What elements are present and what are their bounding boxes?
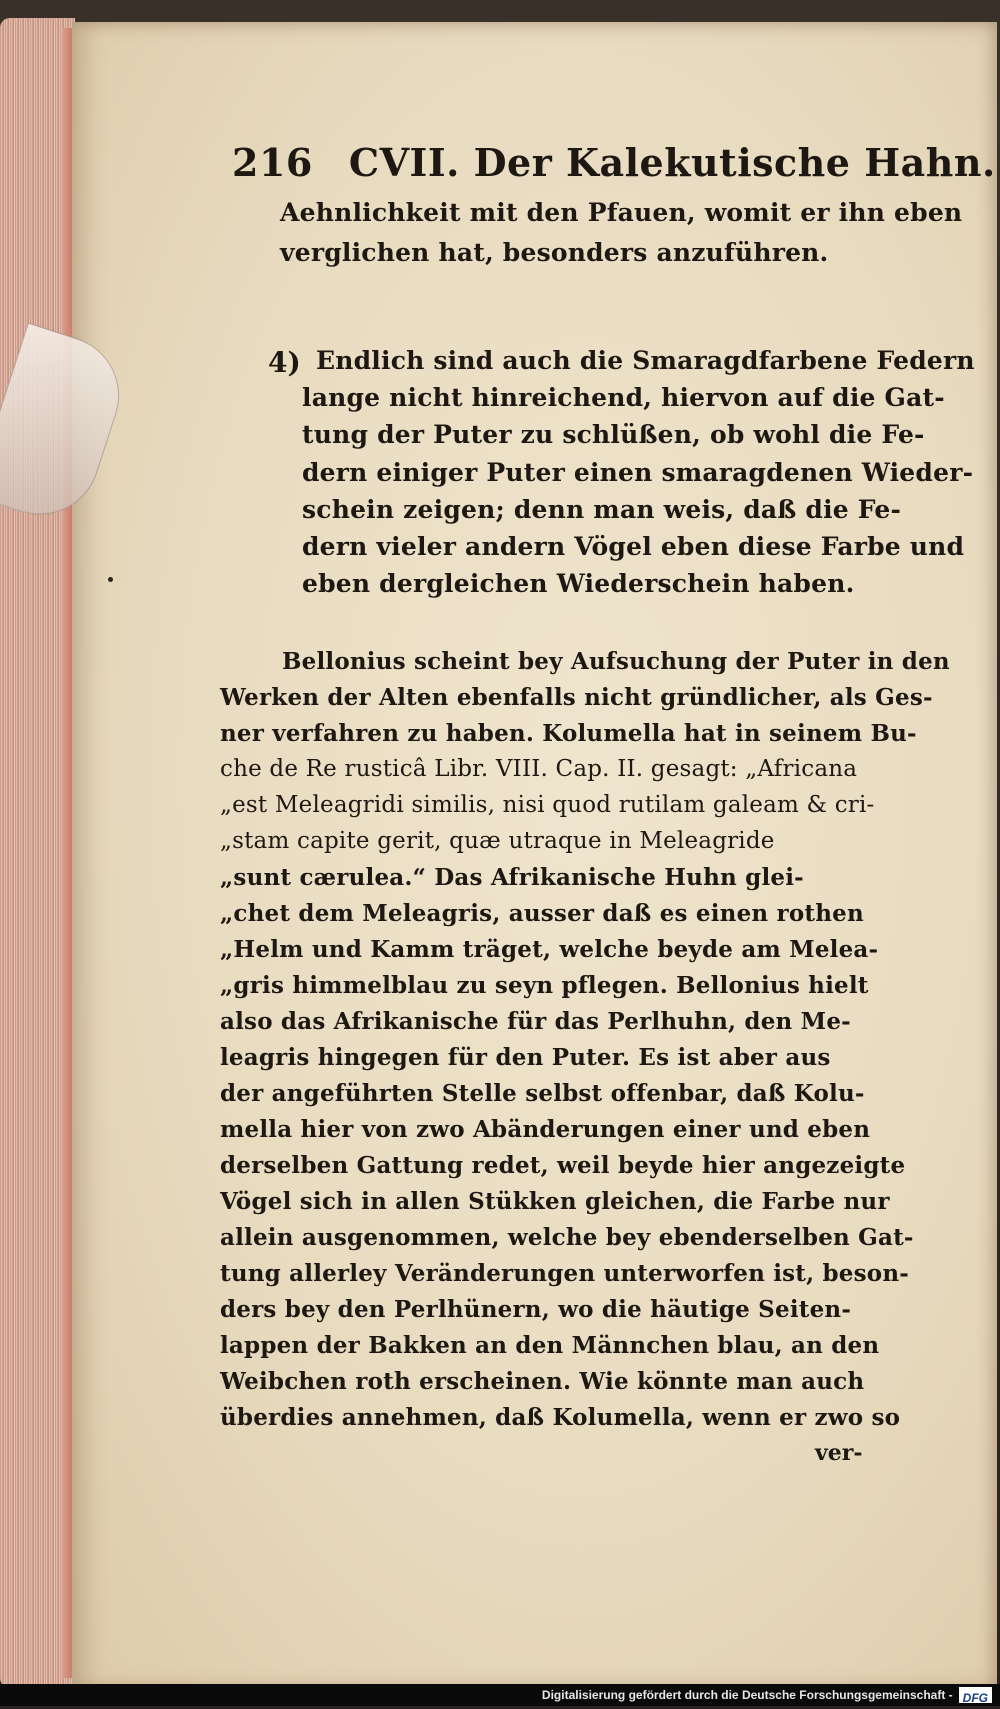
running-header: [232, 140, 996, 185]
catchword: ver-: [815, 1440, 863, 1466]
running-title: CVII. Der Kalekutische Hahn.: [348, 140, 996, 185]
text-line: lange nicht hinreichend, hiervon auf die Gat-: [302, 383, 945, 412]
text-line: leagris hingegen für den Puter. Es ist aber aus: [220, 1044, 831, 1071]
text-line: Bellonius scheint bey Aufsuchung der Puter in den: [282, 648, 950, 675]
text-line: mella hier von zwo Abänderungen einer und eben: [220, 1116, 871, 1143]
text-line: tung der Puter zu schlüßen, ob wohl die Fe-: [302, 420, 925, 449]
text-line: dern vieler andern Vögel eben diese Farbe und: [302, 532, 965, 561]
text-line: dern einiger Puter einen smaragdenen Wieder-: [302, 458, 974, 487]
text-line: Aehnlichkeit mit den Pfauen, womit er ihn eben: [280, 198, 963, 227]
text-line: „Helm und Kamm träget, welche beyde am Melea-: [220, 936, 879, 963]
text-line: ders bey den Perlhünern, wo die häutige Seiten-: [220, 1296, 852, 1323]
text-line: der angeführten Stelle selbst offenbar, daß Kolu-: [220, 1080, 865, 1107]
text-line: also das Afrikanische für das Perlhuhn, den Me-: [220, 1008, 851, 1035]
text-line: Weibchen roth erscheinen. Wie könnte man auch: [220, 1368, 865, 1395]
text-line: eben dergleichen Wiederschein haben.: [302, 569, 855, 598]
text-line: „stam capite gerit, quæ utraque in Meleagride: [220, 828, 775, 854]
footer-bar: [0, 1684, 1000, 1706]
text-line: tung allerley Veränderungen unterworfen ist, beson-: [220, 1260, 909, 1287]
text-line: Vögel sich in allen Stükken gleichen, die Farbe nur: [220, 1188, 890, 1215]
text-line: schein zeigen; denn man weis, daß die Fe-: [302, 495, 902, 524]
text-line: verglichen hat, besonders anzuführen.: [280, 238, 829, 267]
text-line: allein ausgenommen, welche bey ebenderselben Gat-: [220, 1224, 914, 1251]
item-number: 4): [268, 346, 301, 379]
page-number: 216: [232, 140, 313, 185]
text-line: Werken der Alten ebenfalls nicht gründlicher, als Ges-: [220, 684, 933, 711]
text-line: überdies annehmen, daß Kolumella, wenn er zwo so: [220, 1404, 901, 1431]
dfg-logo[interactable]: DFG: [959, 1687, 992, 1703]
text-line: lappen der Bakken an den Männchen blau, an den: [220, 1332, 880, 1359]
text-line: derselben Gattung redet, weil beyde hier angezeigte: [220, 1152, 906, 1179]
text-line: Endlich sind auch die Smaragdfarbene Federn: [316, 346, 975, 375]
text-line: „est Meleagridi similis, nisi quod rutilam galeam & cri-: [220, 792, 875, 818]
text-line: „sunt cærulea.“ Das Afrikanische Huhn glei-: [220, 864, 804, 891]
text-line: che de Re rusticâ Libr. VIII. Cap. II. gesagt: „Africana: [220, 756, 858, 782]
text-line: ner verfahren zu haben. Kolumella hat in seinem Bu-: [220, 720, 917, 747]
footer-text: Digitalisierung gefördert durch die Deutsche Forschungsgemeinschaft -: [541, 1688, 953, 1702]
text-line: „chet dem Meleagris, ausser daß es einen rothen: [220, 900, 864, 927]
text-line: „gris himmelblau zu seyn pflegen. Bellonius hielt: [220, 972, 869, 999]
